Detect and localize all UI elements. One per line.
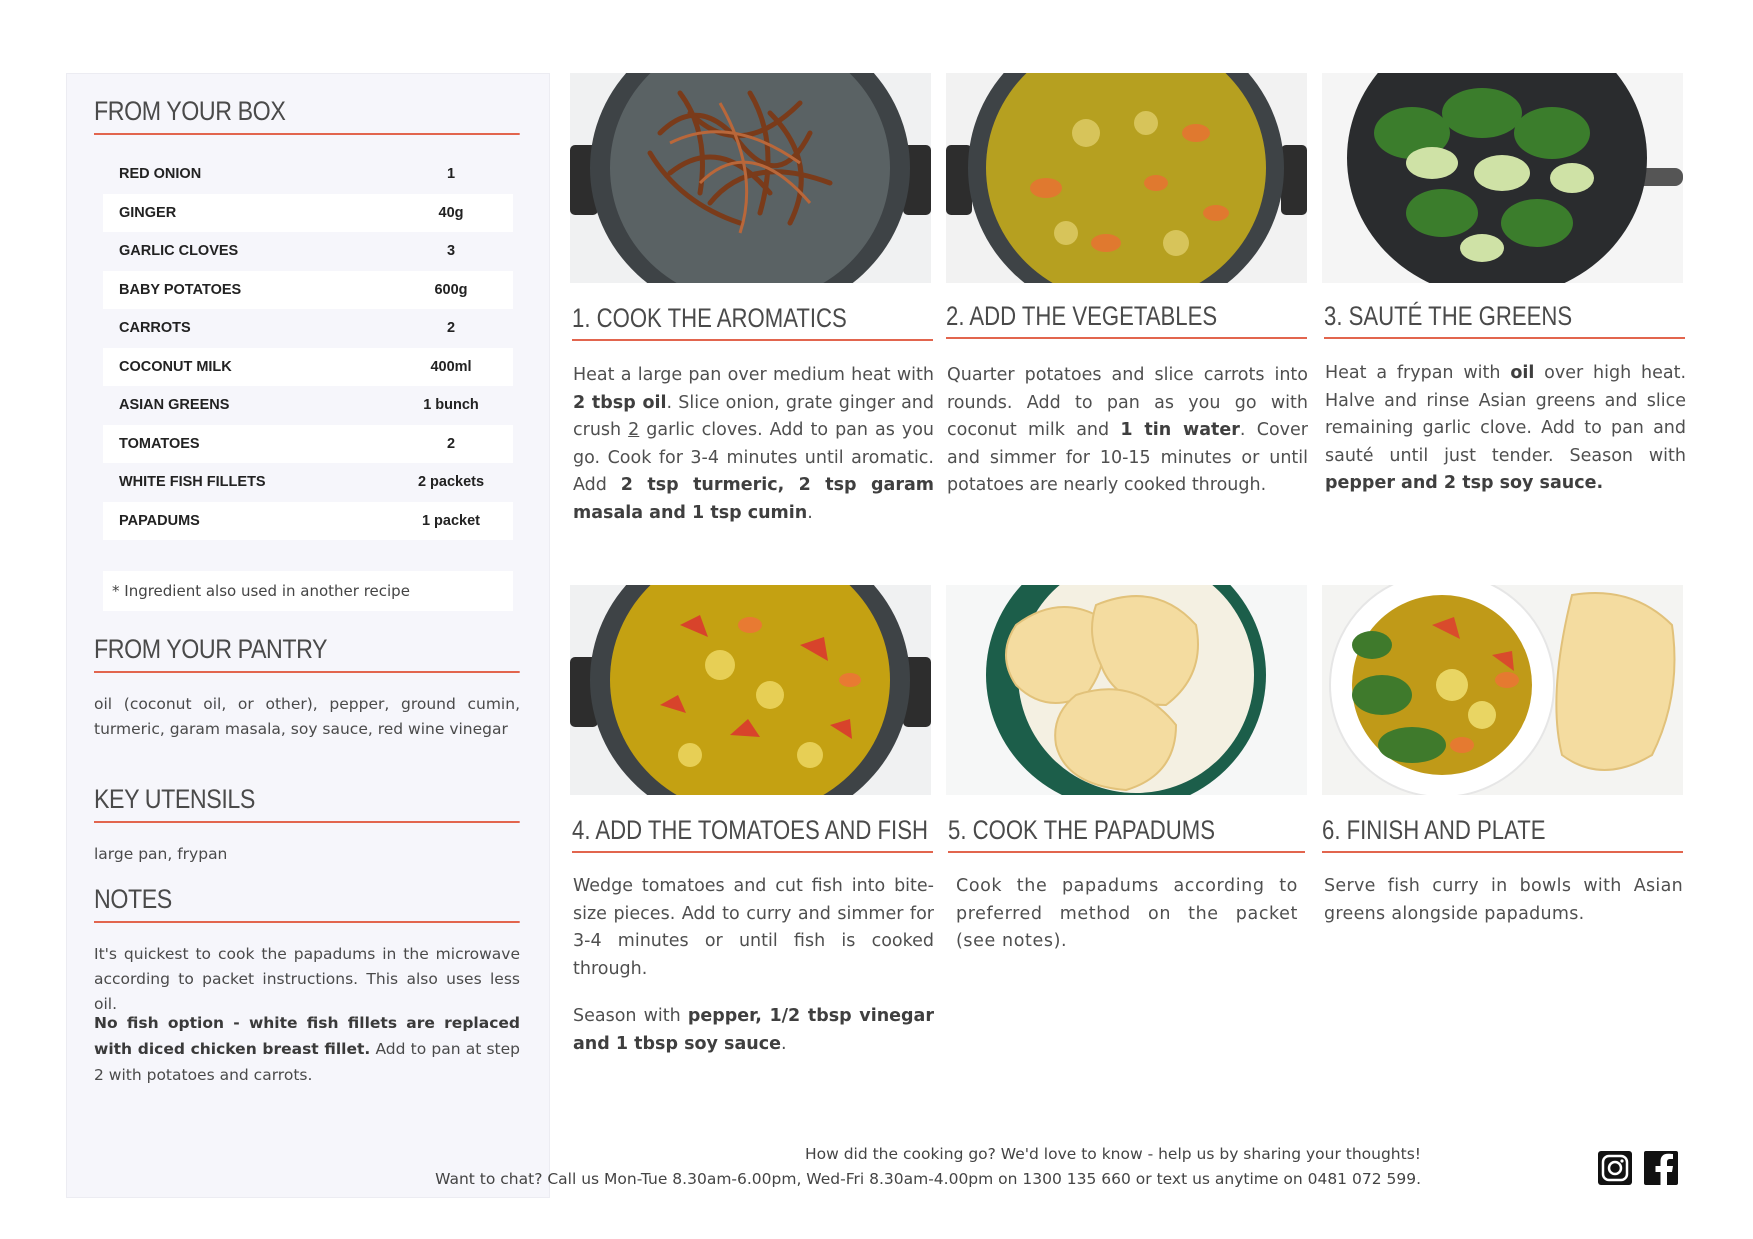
ingredients-table	[103, 155, 513, 540]
step-6-photo	[1322, 585, 1683, 795]
ingredient-row: BABY POTATOES 600g	[103, 271, 513, 310]
step-2-text: Quarter potatoes and slice carrots into rounds. Add to pan as you go with coconut milk and 1 tin water. Cover and simmer for 10-15 minutes or until potatoes are nearly cooked through.	[947, 365, 1308, 495]
instagram-icon[interactable]	[1597, 1150, 1633, 1186]
footer-contact-line: Want to chat? Call us Mon-Tue 8.30am-6.00pm, Wed-Fri 8.30am-4.00pm on 1300 135 660 or text us anytime on 0481 072 599.	[435, 1170, 1421, 1188]
step-2-title: 2. ADD THE VEGETABLES	[946, 301, 1307, 339]
step-4-photo	[570, 585, 931, 795]
notes-paragraph-1: It's quickest to cook the papadums in the microwave according to packet instructions. This also uses less oil.	[94, 945, 520, 1013]
ingredient-row: COCONUT MILK 400ml	[103, 348, 513, 387]
ingredient-row: CARROTS 2	[119, 320, 456, 337]
step-4-title: 4. ADD THE TOMATOES AND FISH	[572, 815, 933, 853]
ingredient-row: TOMATOES 2	[103, 425, 513, 464]
step-5-title: 5. COOK THE PAPADUMS	[948, 815, 1305, 853]
step-2-photo	[946, 73, 1307, 283]
step-3-title: 3. SAUTÉ THE GREENS	[1324, 301, 1685, 339]
step-1-photo	[570, 73, 931, 283]
ingredient-row: ASIAN GREENS 1 bunch	[119, 397, 479, 414]
step-4-paragraph-2: Season with pepper, 1/2 tbsp vinegar and 1 tbsp soy sauce.	[573, 1006, 934, 1054]
facebook-icon[interactable]	[1643, 1150, 1679, 1186]
ingredient-row: GARLIC CLOVES 3	[119, 243, 456, 260]
step-4-paragraph-1: Wedge tomatoes and cut fish into bite-size pieces. Add to curry and simmer for 3-4 minutes or until fish is cooked through.	[573, 876, 934, 979]
key-utensils-title: KEY UTENSILS	[94, 784, 520, 823]
pantry-list: oil (coconut oil, or other), pepper, ground cumin, turmeric, garam masala, soy sauce, red wine vinegar	[94, 695, 520, 738]
notes-text: Add to pan at step 2 with potatoes and carrots.	[94, 1040, 520, 1084]
step-6-title: 6. FINISH AND PLATE	[1322, 815, 1683, 853]
ingredient-row: WHITE FISH FILLETS 2 packets	[119, 474, 485, 491]
step-1-title: 1. COOK THE AROMATICS	[572, 303, 933, 341]
step-1-text: Heat a large pan over medium heat with 2 tbsp oil. Slice onion, grate ginger and crush 2 garlic cloves. Add to pan as you go. Cook for 3-4 minutes until aromatic. Add 2 tsp turmeric, 2 tsp garam masala and 1 tsp cumin.	[573, 365, 934, 523]
utensils-list: large pan, frypan	[94, 845, 228, 863]
footer-feedback-line: How did the cooking go? We'd love to know - help us by sharing your thoughts!	[804, 1145, 1421, 1163]
notes-title: NOTES	[94, 884, 520, 923]
step-3-text: Heat a frypan with oil over high heat. Halve and rinse Asian greens and slice remaining garlic clove. Add to pan and sauté until just tender. Season with pepper and 2 tsp soy sauce.	[1325, 363, 1687, 493]
from-your-box-title: FROM YOUR BOX	[94, 96, 520, 135]
from-your-pantry-title: FROM YOUR PANTRY	[94, 634, 520, 673]
step-3-photo	[1322, 73, 1683, 283]
ingredient-row: RED ONION 1	[119, 166, 456, 183]
ingredient-row: PAPADUMS 1 packet	[103, 502, 513, 541]
step-4-text	[573, 873, 934, 1078]
step-5-text: Cook the papadums according to preferred method on the packet (see notes).	[956, 876, 1298, 951]
step-5-photo	[946, 585, 1307, 795]
ingredient-footnote: * Ingredient also used in another recipe	[103, 571, 513, 611]
notes-bold-text: No fish option - white fish fillets are replaced with diced chicken breast fillet.	[94, 1014, 520, 1058]
step-6-text: Serve fish curry in bowls with Asian greens alongside papadums.	[1324, 876, 1683, 924]
ingredients-sidebar	[66, 73, 550, 1198]
ingredient-row: GINGER 40g	[103, 194, 513, 233]
notes-paragraph-2	[94, 1010, 520, 1088]
